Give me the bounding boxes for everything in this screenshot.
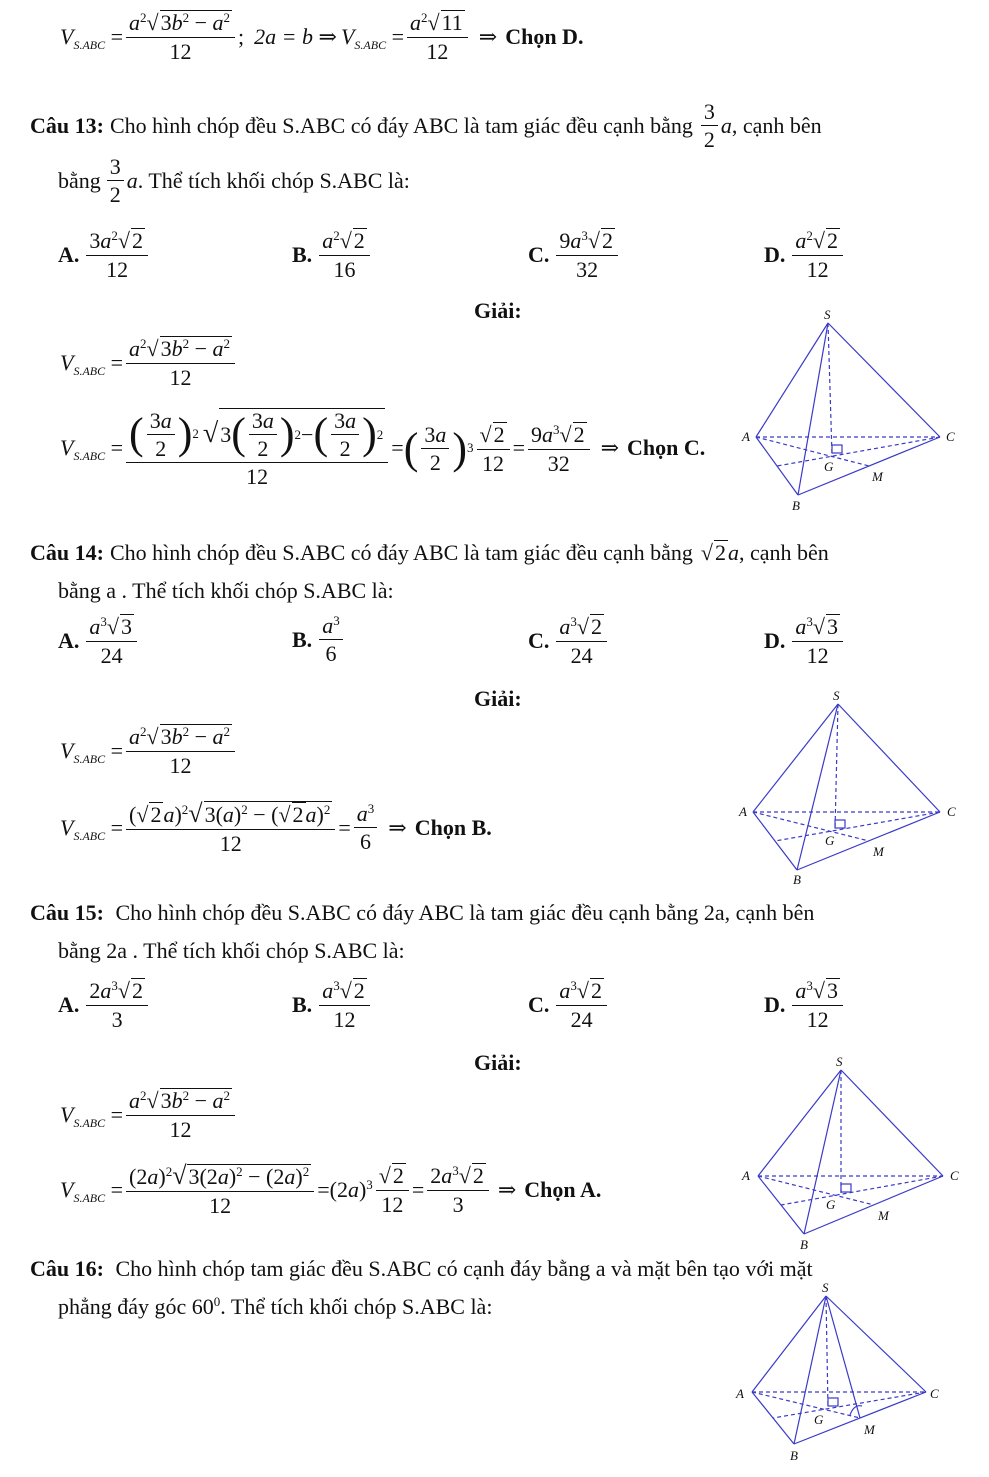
solution-14-formula2: $V_{S.ABC}$ = $\frac{(√2a)^2√3(a)^2 - (√2a)^2}{12}$ = $\frac{a^3}{6}$ ⇒ Chọn B. (60, 799, 492, 857)
label-b: B (790, 1448, 798, 1463)
solution-title: Giải: (474, 1050, 522, 1075)
label-m: M (864, 1422, 875, 1437)
label-m: M (878, 1208, 889, 1223)
answer-choice: Chọn D. (505, 23, 584, 49)
label-b: B (800, 1237, 808, 1252)
height-sg (828, 323, 832, 455)
option-c[interactable]: C. $\frac{a^3√2}{24}$ (528, 978, 610, 1031)
label-g: G (825, 833, 835, 848)
solution-13-formula1: $V_{S.ABC}$ = $\frac{a^2√3b^2 - a^2}{12}$ (60, 336, 238, 389)
option-c[interactable]: C. $\frac{a^3√2}{24}$ (528, 614, 610, 667)
answer-choice: Chọn A. (524, 1176, 602, 1202)
pyramid-figure-14 (735, 688, 965, 888)
option-a[interactable]: A. $\frac{a^3√3}{24}$ (58, 614, 140, 667)
option-b[interactable]: B. $\frac{a^2√2}{16}$ (292, 228, 373, 281)
question-13-line2: bằng $\frac{3}{2}$ a . Thể tích khối chóp S.ABC là: (58, 154, 410, 208)
option-a[interactable]: A. $\frac{3a^2√2}{12}$ (58, 228, 151, 281)
label-a: A (742, 429, 750, 444)
question-text: Cho hình chóp tam giác đều S.ABC có cạnh đáy bằng a và mặt bên tạo với mặt (115, 1256, 813, 1281)
label-s: S (824, 307, 831, 322)
question-14-line2: bằng a . Thể tích khối chóp S.ABC là: (58, 578, 394, 603)
question-16-line2 (58, 1294, 492, 1320)
solution-13-formula2: $V_{S.ABC}$ = ( $\frac{3a}{2}$ ) 2 √ 3 ( $\frac{3a}{2}$ ) 2 − ( $\frac{3a}{2}$ ) 2 12 = ( $\frac{3a}{2}$ ) 3 $\frac{√2}{12}$ = $\frac{9a^3√2}{32}$ ⇒ Chọn C. (60, 407, 706, 490)
question-label: Câu 15: (30, 900, 104, 925)
solution-title: Giải: (474, 686, 522, 711)
option-a[interactable]: A. $\frac{2a^3√2}{3}$ (58, 978, 151, 1031)
label-c: C (947, 804, 956, 819)
solution-14-formula1: $V_{S.ABC}$ = $\frac{a^2√3b^2 - a^2}{12}$ (60, 724, 238, 777)
question-label: Câu 16: (30, 1256, 104, 1281)
right-angle-mark (832, 445, 842, 453)
question-text-tail: , cạnh bên (731, 112, 822, 138)
label-c: C (930, 1386, 939, 1401)
degree-superscript: 0 (213, 1294, 221, 1309)
label-a: A (736, 1386, 744, 1401)
option-d[interactable]: D. $\frac{a^3√3}{12}$ (764, 978, 846, 1031)
solution-15-formula1: $V_{S.ABC}$ = $\frac{a^2√3b^2 - a^2}{12}$ (60, 1088, 238, 1141)
question-text: Cho hình chóp đều S.ABC có đáy ABC là tam giác đều cạnh bằng 2a, cạnh bên (115, 900, 815, 925)
option-d[interactable]: D. $\frac{a^2√2}{12}$ (764, 228, 846, 281)
condition-text: 2a = b ⇒ (254, 23, 337, 49)
question-13-line1: Câu 13: Cho hình chóp đều S.ABC có đáy ABC là tam giác đều cạnh bằng $\frac{3}{2}$ a , cạnh bên (30, 99, 822, 153)
question-label: Câu 14: (30, 540, 104, 565)
option-b[interactable]: B. $\frac{a^3√2}{12}$ (292, 978, 373, 1031)
label-a: A (739, 804, 747, 819)
option-d[interactable]: D. $\frac{a^3√3}{12}$ (764, 614, 846, 667)
separator: ; (238, 23, 245, 49)
question-text: . Thể tích khối chóp S.ABC là: (137, 167, 410, 193)
label-b: B (793, 872, 801, 887)
median-am (756, 437, 869, 466)
question-text: phẳng đáy góc 60 (58, 1294, 214, 1319)
question-text: bằng (58, 167, 101, 193)
question-16-line1 (30, 1256, 813, 1282)
option-c[interactable]: C. $\frac{9a^3√2}{32}$ (528, 228, 621, 281)
edge-bc (798, 437, 940, 495)
question-15-line1 (30, 900, 814, 926)
question-15-line2: bằng 2a . Thể tích khối chóp S.ABC là: (58, 938, 405, 963)
label-g: G (826, 1197, 836, 1212)
label-b: B (792, 498, 800, 513)
label-c: C (950, 1168, 959, 1183)
label-s: S (822, 1282, 829, 1295)
label-g: G (814, 1412, 824, 1427)
median-c (777, 437, 940, 466)
edge-sa (756, 323, 828, 437)
label-s: S (833, 688, 840, 703)
label-m: M (873, 844, 884, 859)
label-m: M (872, 469, 883, 484)
answer-choice: Chọn C. (627, 435, 706, 461)
question-text: Cho hình chóp đều S.ABC có đáy ABC là tam giác đều cạnh bằng (109, 112, 693, 138)
label-s: S (836, 1054, 843, 1069)
question-text-tail: , cạnh bên (738, 540, 829, 565)
option-b[interactable]: B. $\frac{a^3}{6}$ (292, 614, 346, 665)
question-14-line1: Câu 14: Cho hình chóp đều S.ABC có đáy ABC là tam giác đều cạnh bằng √2a , cạnh bên (30, 540, 829, 565)
edge-sc (828, 323, 940, 437)
label-a: A (742, 1168, 750, 1183)
solution-title: Giải: (474, 298, 522, 323)
top-formula-line: $V_{S.ABC}$ = $\frac{a^2√3b^2 - a^2}{12}$ ; 2a = b ⇒ $V_{S.ABC}$ = $\frac{a^2√11}{12}$ ⇒ Chọn D. (60, 10, 584, 65)
question-text: . Thể tích khối chóp S.ABC là: (220, 1294, 493, 1319)
pyramid-figure-16 (730, 1282, 960, 1477)
pyramid-figure-13 (740, 305, 970, 515)
pyramid-figure-15 (738, 1052, 968, 1252)
label-g: G (824, 459, 834, 474)
question-label: Câu 13: (30, 112, 104, 138)
question-text: Cho hình chóp đều S.ABC có đáy ABC là tam giác đều cạnh bằng (109, 540, 693, 565)
answer-choice: Chọn B. (414, 814, 492, 840)
label-c: C (946, 429, 955, 444)
solution-15-formula2: $V_{S.ABC}$ = $\frac{(2a)^2√3(2a)^2 - (2a)^2}{12}$ = $(2a)^3$ $\frac{√2}{12}$ = $\frac{2a^3√2}{3}$ ⇒ Chọn A. (60, 1161, 602, 1219)
